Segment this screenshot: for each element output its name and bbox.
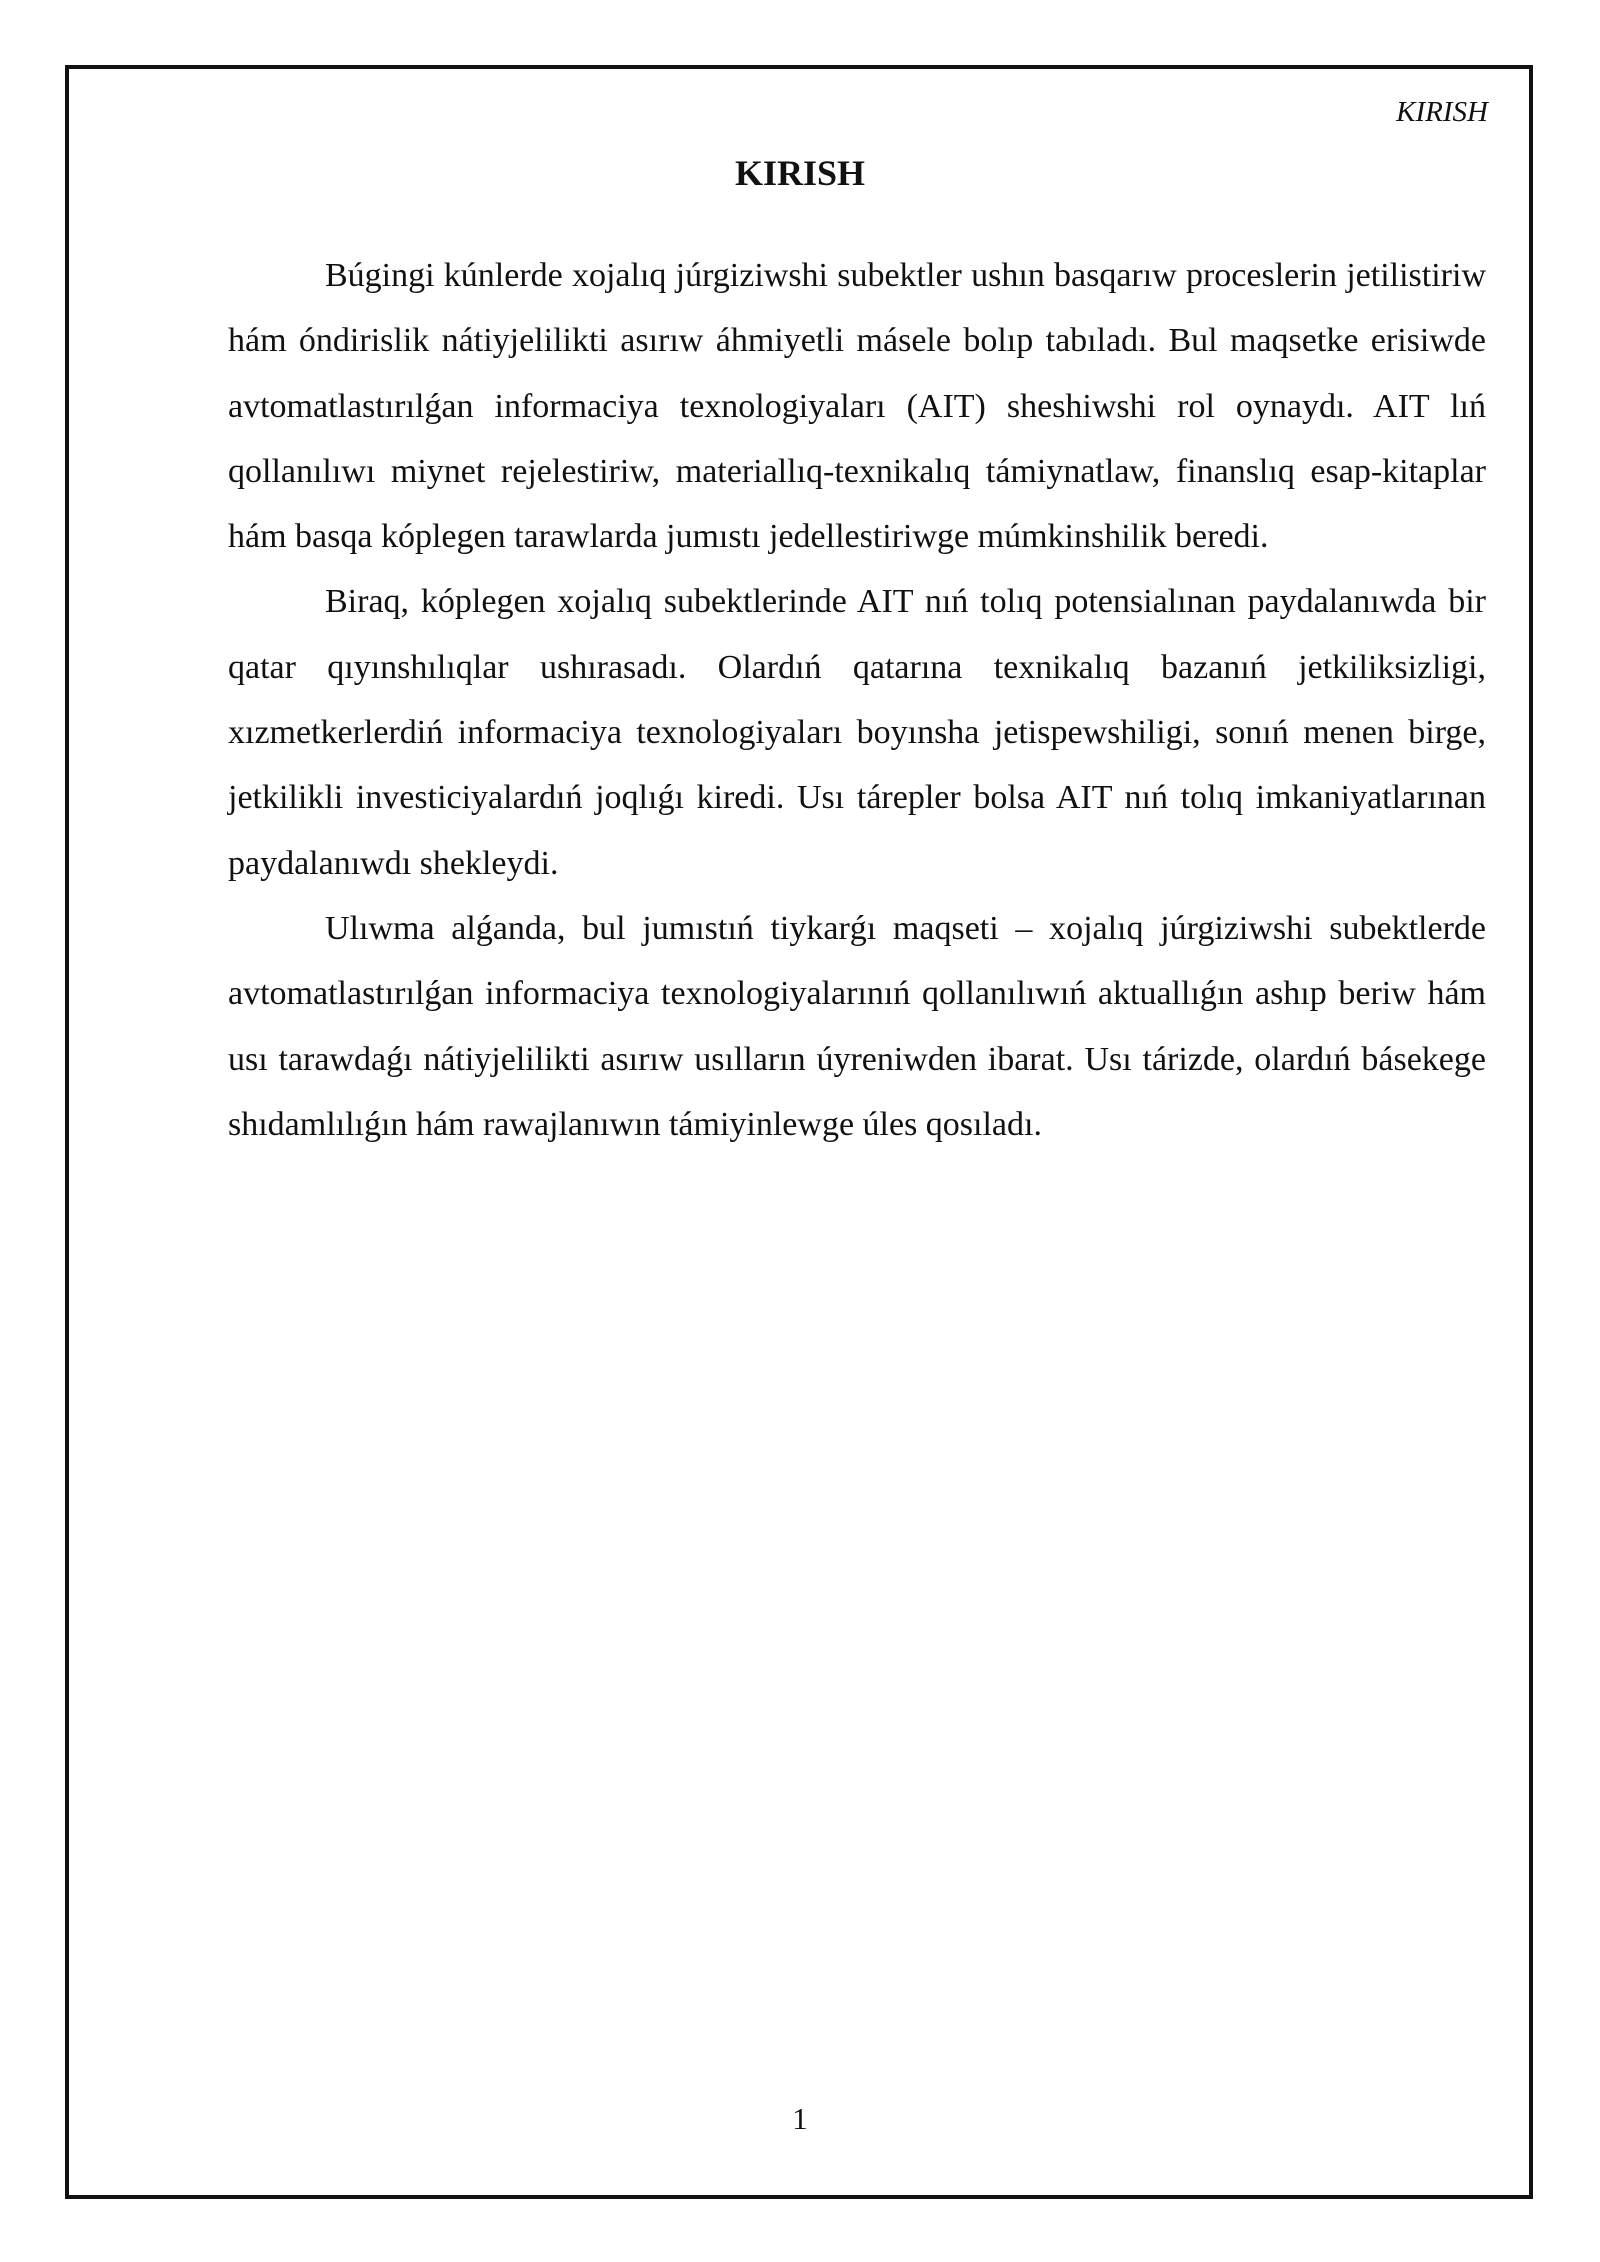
running-header: KIRISH	[1396, 96, 1488, 128]
paragraph-2: Biraq, kóplegen xojalıq subektlerinde AIT nıń tolıq potensialınan paydalanıwda bir qatar qıyınshılıqlar ushırasadı. Olardıń qatarına texnikalıq bazanıń jetkiliksizligi, xızmetkerlerdiń informaciya texnologiyaları boyınsha jetispewshiligi, sonıń menen birge, jetkilikli investiciyalardıń joqlıǵı kiredi. Usı tárepler bolsa AIT nıń tolıq imkaniyatlarınan paydalanıwdı shekleydi.	[228, 583, 1486, 882]
paragraph-3: Ulıwma alǵanda, bul jumıstıń tiykarǵı maqseti – xojalıq júrgiziwshi subektlerde avtomatlastırılǵan informaciya texnologiyalarınıń qollanılıwıń aktuallıǵın ashıp beriw hám usı tarawdaǵı nátiyjelilikti asırıw usılların úyreniwden ibarat. Usı tárizde, olardıń básekege shıdamlılıǵın hám rawajlanıwın támiyinlewge úles qosıladı.	[228, 909, 1486, 1143]
paragraph-1: Búgingi kúnlerde xojalıq júrgiziwshi subektler ushın basqarıw proceslerin jetilistiriw hám óndirislik nátiyjelilikti asırıw áhmiyetli másele bolıp tabıladı. Bul maqsetke erisiwde avtomatlastırılǵan informaciya texnologiyaları (AIT) sheshiwshi rol oynaydı. AIT lıń qollanılıwı miynet rejelestiriw, materiallıq-texnikalıq támiynatlaw, finanslıq esap-kitaplar hám basqa kóplegen tarawlarda jumıstı jedellestiriwge múmkinshilik beredi.	[228, 257, 1486, 556]
document-body	[228, 243, 1486, 1157]
page-title: KIRISH	[734, 153, 866, 193]
page-number: 1	[792, 2101, 808, 2136]
